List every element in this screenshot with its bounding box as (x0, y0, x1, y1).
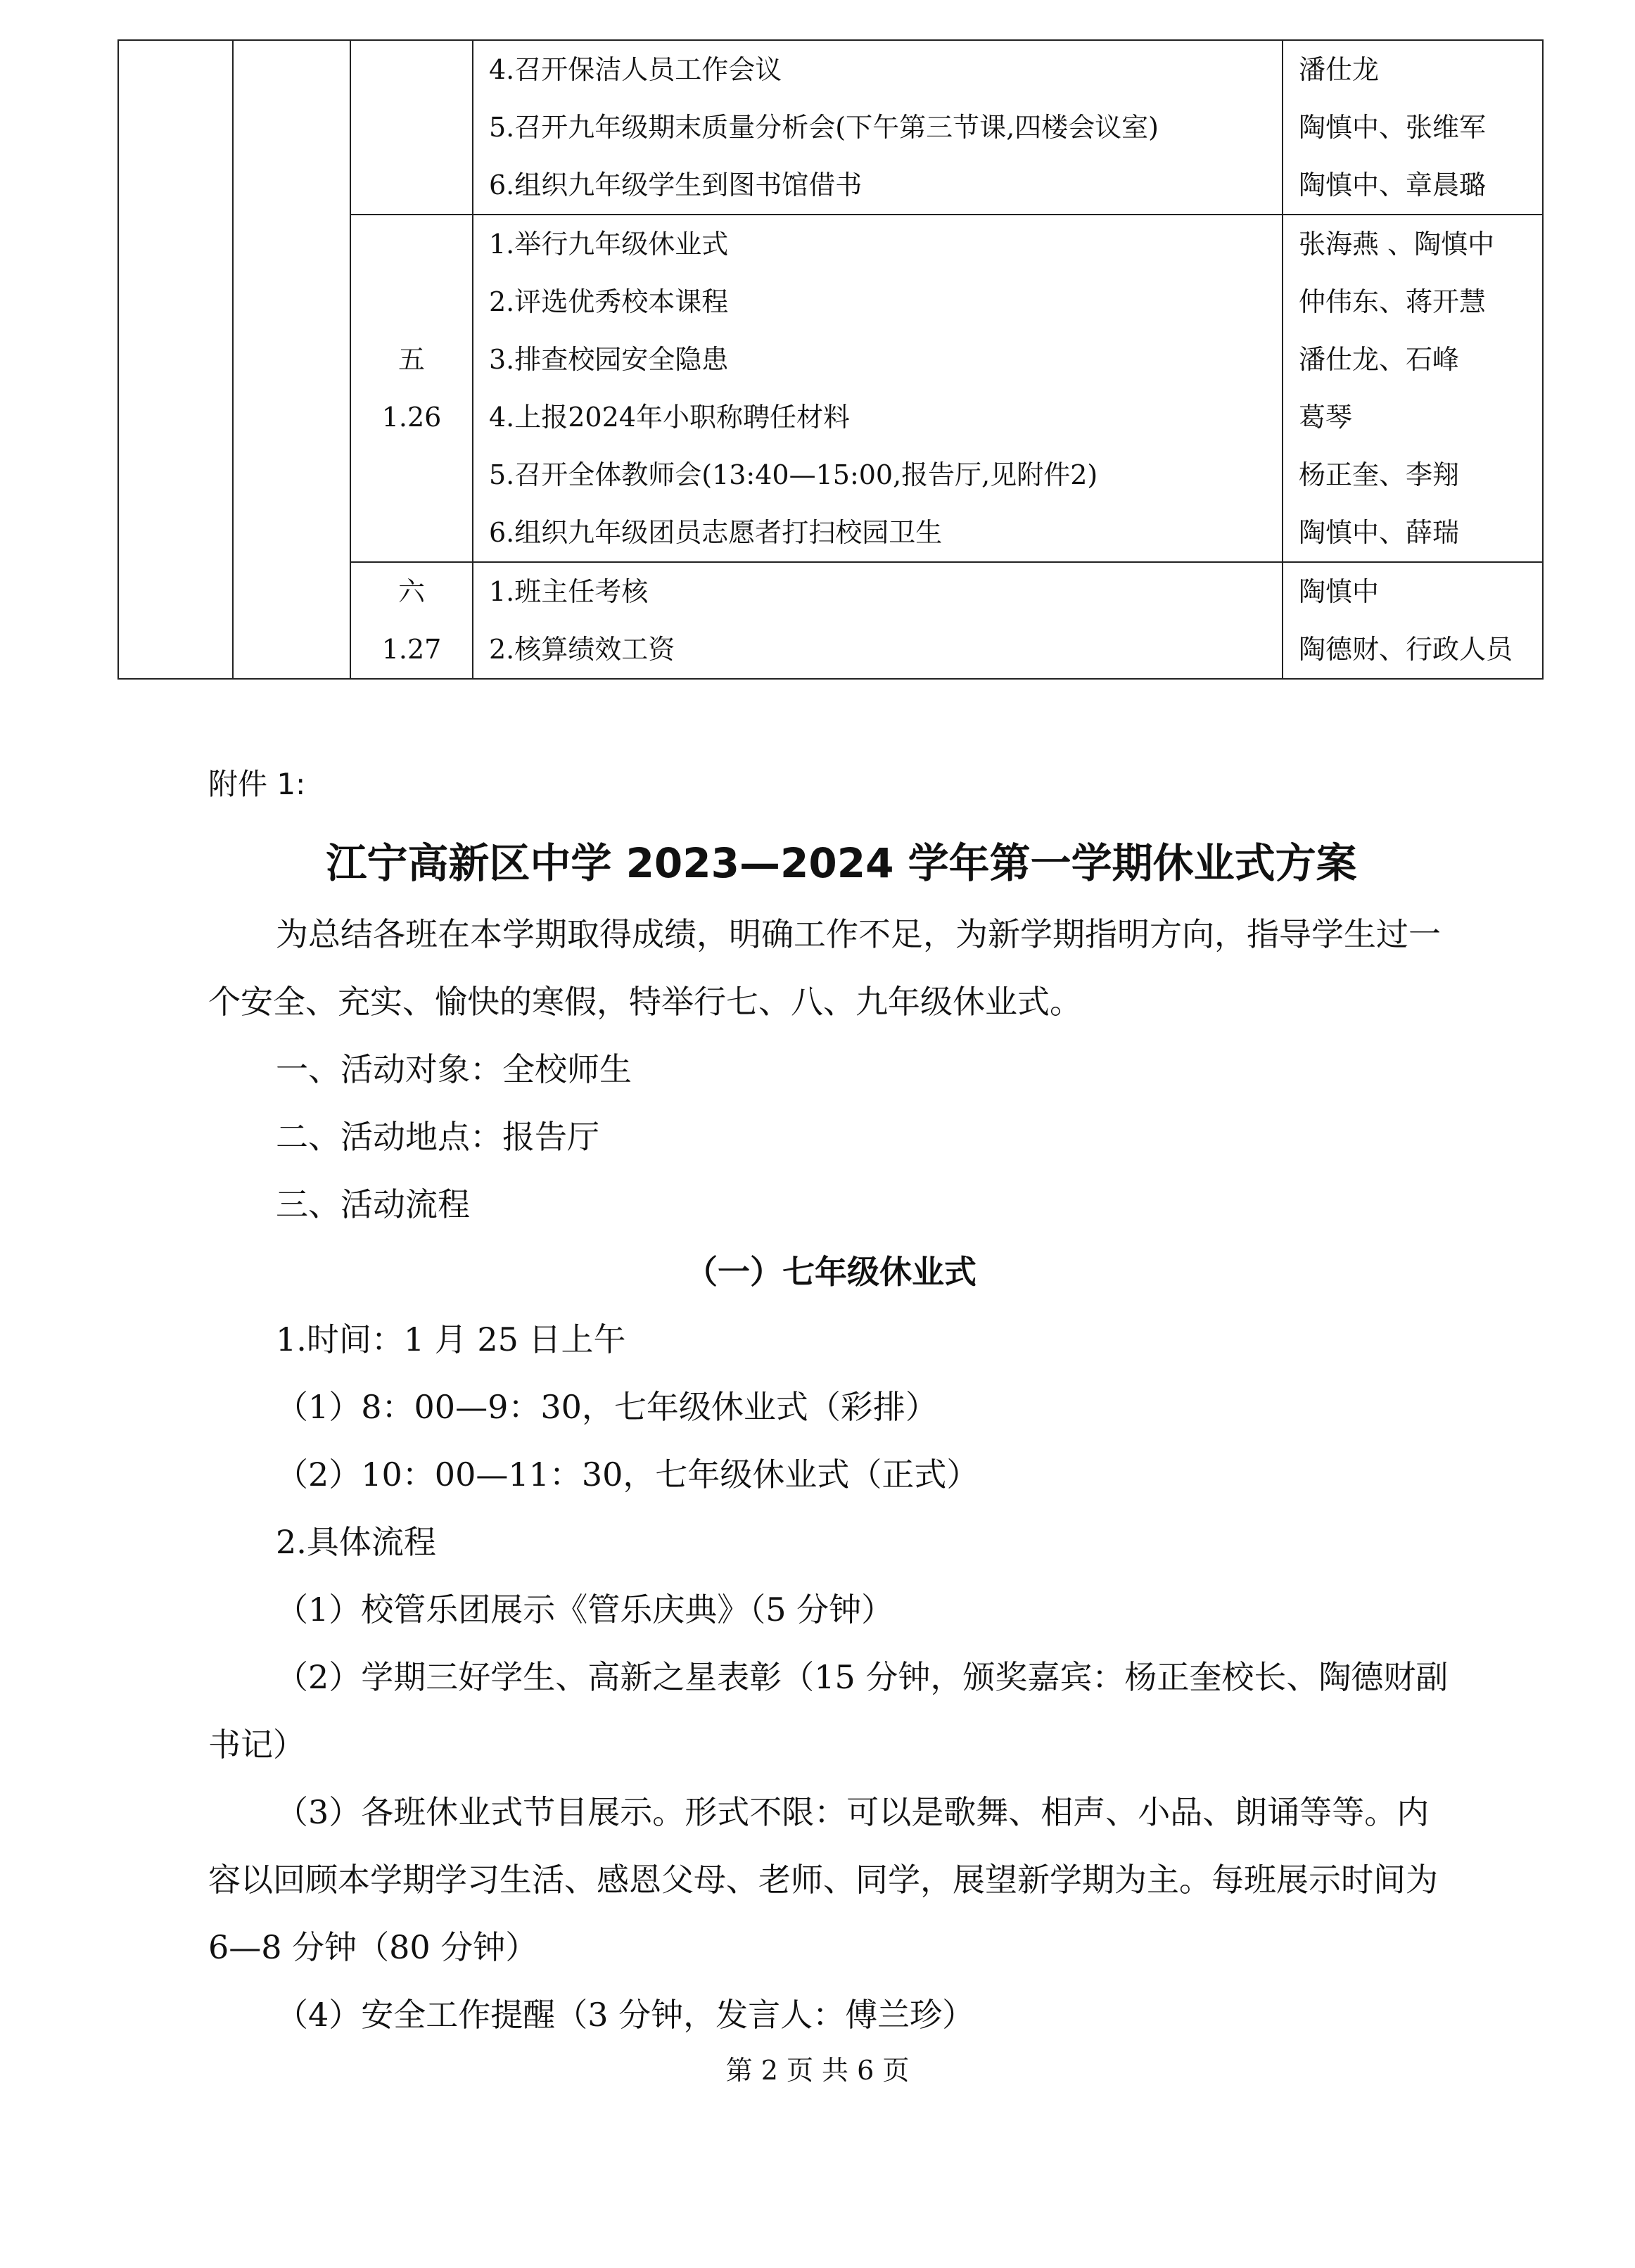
time-item: （1）8：00—9：30，七年级休业式（彩排） (276, 1388, 938, 1426)
task-item: 5.召开九年级期末质量分析会(下午第三节课,四楼会议室) (489, 112, 1159, 143)
section-title: （一）七年级休业式 (685, 1253, 976, 1291)
person-item: 潘仕龙 (1299, 54, 1380, 85)
time-item: （2）10：00—11：30，七年级休业式（正式） (276, 1455, 979, 1493)
schedule-table (117, 39, 1544, 680)
person-item: 陶慎中、章晨璐 (1299, 170, 1487, 200)
attachment-body (208, 900, 1453, 2049)
time-heading: 1.时间：1 月 25 日上午 (276, 1320, 626, 1358)
person-item: 潘仕龙、石峰 (1299, 344, 1460, 375)
task-item: 4.召开保洁人员工作会议 (489, 54, 782, 85)
tasks-cell (473, 40, 1283, 215)
table-row (118, 40, 1543, 215)
task-item: 2.评选优秀校本课程 (489, 286, 729, 317)
flow-heading: 2.具体流程 (276, 1523, 436, 1561)
task-item: 1.举行九年级休业式 (489, 229, 729, 260)
task-item: 3.排查校园安全隐患 (489, 344, 729, 375)
activity-location: 二、活动地点：报告厅 (276, 1118, 599, 1156)
page-title: 江宁高新区中学 2023—2024 学年第一学期休业式方案 (326, 839, 1357, 887)
person-item: 陶德财、行政人员 (1299, 634, 1513, 665)
activity-flow-heading: 三、活动流程 (276, 1185, 470, 1223)
day-date: 1.26 (381, 402, 442, 433)
person-item: 陶慎中、薛瑞 (1299, 517, 1460, 548)
page-number: 第 2 页 共 6 页 (725, 2055, 910, 2086)
person-item: 葛琴 (1299, 402, 1353, 433)
tasks-cell (473, 562, 1283, 679)
intro-paragraph: 为总结各班在本学期取得成绩，明确工作不足，为新学期指明方向，指导学生过一个安全、充实、愉快的寒假，特举行七、八、九年级休业式。 (208, 915, 1441, 1021)
person-item: 杨正奎、李翔 (1299, 459, 1460, 490)
people-cell (1283, 215, 1543, 562)
task-item: 2.核算绩效工资 (489, 634, 675, 665)
tasks-cell (473, 215, 1283, 562)
task-item: 6.组织九年级团员志愿者打扫校园卫生 (489, 517, 943, 548)
person-item: 陶慎中 (1299, 576, 1380, 607)
flow-item: （4）安全工作提醒（3 分钟，发言人：傅兰珍） (276, 1996, 975, 2034)
flow-item: （1）校管乐团展示《管乐庆典》（5 分钟） (276, 1591, 894, 1629)
flow-item: （2）学期三好学生、高新之星表彰（15 分钟，颁奖嘉宾：杨正奎校长、陶德财副书记） (208, 1658, 1449, 1764)
task-item: 1.班主任考核 (489, 576, 649, 607)
day-cell (350, 215, 473, 562)
day-cell (350, 40, 473, 215)
day-name: 六 (397, 576, 425, 607)
person-item: 仲伟东、蒋开慧 (1299, 286, 1487, 317)
task-item: 6.组织九年级学生到图书馆借书 (489, 170, 863, 200)
activity-target: 一、活动对象：全校师生 (276, 1050, 632, 1088)
day-date: 1.27 (381, 634, 442, 665)
day-cell (350, 562, 473, 679)
person-item: 张海燕 、陶慎中 (1299, 229, 1495, 260)
people-cell (1283, 40, 1543, 215)
task-item: 5.召开全体教师会(13:40—15:00,报告厅,见附件2) (489, 459, 1098, 490)
day-name: 五 (397, 344, 425, 375)
people-cell (1283, 562, 1543, 679)
flow-item: （3）各班休业式节目展示。形式不限：可以是歌舞、相声、小品、朗诵等等。内容以回顾本学期学习生活、感恩父母、老师、同学，展望新学期为主。每班展示时间为 6—8 分钟（80 分钟） (208, 1793, 1438, 1966)
task-item: 4.上报2024年小职称聘任材料 (489, 402, 850, 433)
attachment-label: 附件 1: (208, 767, 306, 801)
blank-column-2 (233, 40, 350, 679)
blank-column-1 (118, 40, 233, 679)
person-item: 陶慎中、张维军 (1299, 112, 1487, 143)
